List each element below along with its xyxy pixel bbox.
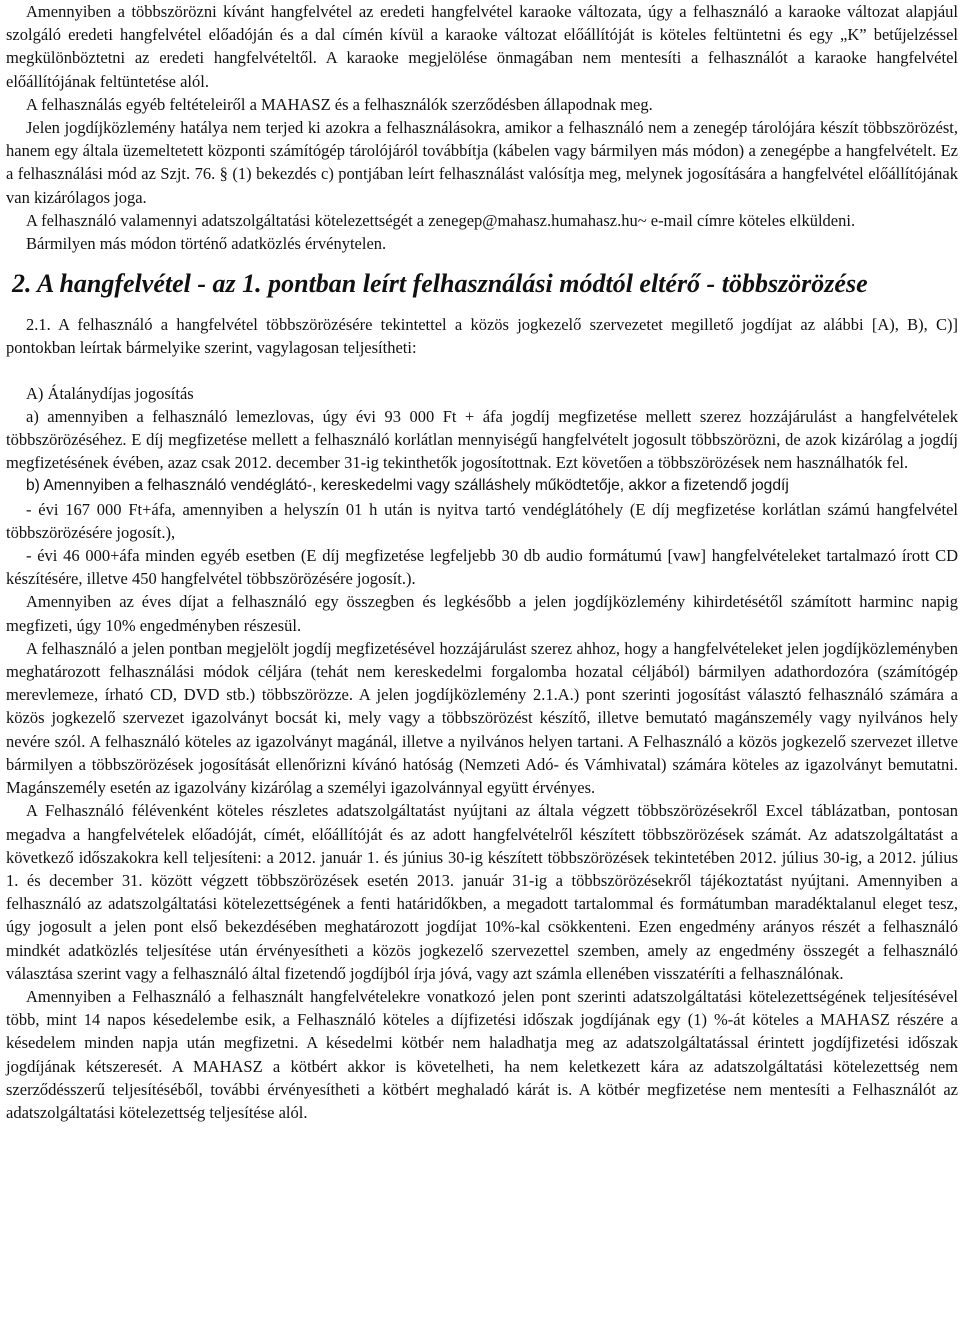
paragraph-certificate: A felhasználó a jelen pontban megjelölt jogdíj megfizetésével hozzájárulást szerez ahhoz, hogy a hangfelvételeket jelen jogdíjközleményben meghatározott felhasználási módok céljára (tehát nem kereskedelmi forgalomba hozatal céljából) bármilyen adathordozóra (számítógép merevlemeze, írható CD, DVD stb.) többszörözze. A jelen jogdíjközlemény 2.1.A.) pont szerinti jogosítást választó felhasználó számára a közös jogkezelő szervezet igazolványt bocsát ki, mely vagy a többszörözést készítő, illetve bemutató magánszemély vagy nyilvános hely nevére szól. A felhasználó köteles az igazolványt magánál, illetve a nyilvános helyen tartani. A Felhasználó a közös jogkezelő szervezet illetve bármilyen a többszörözések jogosítását ellenőrizni kívánó hatóság (Nemzeti Adó- és Vámhivatal) számára köteles az igazolványt bemutatni. Magánszemély esetén az igazolvány kizárólag a személyi igazolvánnyal együtt érvényes. [6,638,958,798]
paragraph-karaoke: Amennyiben a többszörözni kívánt hangfelvétel az eredeti hangfelvétel karaoke változata, úgy a felhasználó a karaoke változat alapjául szolgáló eredeti hangfelvétel előadóján és a dal címén kívül a karaoke változat előállítóját is köteles feltüntetni és egy „K” betűjelzéssel megkülönböztetni az eredeti hangfelvételtől. A karaoke megjelölése önmagában nem mentesíti a felhasználót a karaoke hangfelvétel előállítójának feltüntetése alól. [6,2,958,91]
paragraph-b-fee-2: - évi 46 000+áfa minden egyéb esetben (E díj megfizetése legfeljebb 30 db audio formátumú [vaw] hangfelvételeket tartalmazó írott CD készítésére, illetve 450 hangfelvétel többszörözésére jogosít.). [6,546,958,589]
paragraph-email: A felhasználó valamennyi adatszolgáltatási kötelezettségét a zenegep@mahasz.humahasz.hu~ e-mail címre köteles elküldeni. [26,210,856,230]
document-page [6,0,958,1124]
paragraph-conditions: A felhasználás egyéb feltételeiről a MAHASZ és a felhasználók szerződésben állapodnak meg. [26,94,653,114]
paragraph-scope: Jelen jogdíjközlemény hatálya nem terjed ki azokra a felhasználásokra, amikor a felhasználó nem a zenegép tárolójára készít többszörözést, hanem egy általa üzemeltetett központi számítógép tárolójáról továbbítja (kábelen vagy bármilyen más módon) a zenegépbe a hangfelvételt. Ez a felhasználási mód az Szjt. 76. § (1) bekezdés c) pontjában leírt felhasználást valósítja meg, melynek jogosítására a hangfelvétel előállítójának van kizárólagos joga. [6,118,958,207]
paragraph-invalid: Bármilyen más módon történő adatközlés érvénytelen. [26,234,387,254]
paragraph-2-1: 2.1. A felhasználó a hangfelvétel többszörözésére tekintettel a közös jogkezelő szervezetet megillető jogdíjat az alábbi [A), B), C)] pontokban leírtak bármelyike szerint, vagylagosan teljesítheti: [6,315,958,358]
paragraph-reporting: A Felhasználó félévenként köteles részletes adatszolgáltatást nyújtani az általa végzett többszörözésekről Excel táblázatban, pontosan megadva a hangfelvételek előadóját, címét, előállítóját és az adott hangfelvételről készített többszörözések számát. Az adatszolgáltatást a következő időszakokra kell teljesíteni: a 2012. január 1. és június 30-ig készített többszörözések tekintetében 2012. július 30-ig, a 2012. július 1. és december 31. között végzett többszörözések esetén 2013. január 31-ig a többszörözésekről tájékoztatást nyújtani. Amennyiben a felhasználó az adatszolgáltatási kötelezettségének a fenti határidőkben, a megadott tartalommal és formátumban maradéktalanul eleget tesz, úgy jogosult a jelen pont első bekezdésében meghatározott jogdíjat 10%-kal csökkenteni. Ezen engedmény arányos részét a felhasználó mindkét adatközlés teljesítése után érvényesítheti a közös jogkezelő szervezettel szemben, amely az engedmény összegét a felhasználó választása szerint vagy a felhasználó által fizetendő jogdíjból írja jóvá, vagy azt számla ellenében visszatéríti a felhasználónak. [6,801,958,983]
section-heading: 2. A hangfelvétel - az 1. pontban leírt felhasználási módtól eltérő - többszörözése [12,269,868,299]
subheading-a: A) Átalánydíjas jogosítás [26,383,194,403]
paragraph-discount: Amennyiben az éves díjat a felhasználó egy összegben és legkésőbb a jelen jogdíjközlemény kihirdetésétől számított harminc napig megfizeti, úgy 10% engedményben részesül. [6,592,958,635]
paragraph-b-venue: b) Amennyiben a felhasználó vendéglátó-, kereskedelmi vagy szálláshely működtetője, akkor a fizetendő jogdíj [26,477,789,495]
paragraph-b-fee-1: - évi 167 000 Ft+áfa, amennyiben a helyszín 01 h után is nyitva tartó vendéglátóhely (E díj megfizetése korlátlan számú hangfelvétel többszörözésére jogosít.), [6,499,958,542]
paragraph-a-dj: a) amennyiben a felhasználó lemezlovas, úgy évi 93 000 Ft + áfa jogdíj megfizetése mellett szerez hozzájárulást a hangfelvételek többszörözéséhez. E díj megfizetése mellett a felhasználó korlátlan mennyiségű hangfelvételt jogosult többszörözni, de azok kizárólag a jogdíj megfizetésének évében, azaz csak 2012. december 31-ig tekinthetők jogosítottnak. Ezt követően a többszörözések nem használhatók fel. [6,406,958,473]
paragraph-penalty: Amennyiben a Felhasználó a felhasznált hangfelvételekre vonatkozó jelen pont szerinti adatszolgáltatási kötelezettségének teljesítésével több, mint 14 napos késedelembe esik, a Felhasználó köteles a díjfizetési időszak jogdíjának egy (1) %-át köteles a MAHASZ részére a késedelem minden napja után megfizetni. A késedelmi kötbér nem haladhatja meg az adatszolgáltatással érintett jogdíjfizetési időszak jogdíjának kétszeresét. A MAHASZ a kötbért akkor is követelheti, ha nem keletkezett kára az adatszolgáltatási kötelezettség nem szerződésszerű teljesítéséből, további érvényesítheti a kötbért meghaladó kárát is. A kötbér megfizetése nem mentesíti a Felhasználót az adatszolgáltatási kötelezettség teljesítése alól. [6,986,958,1122]
